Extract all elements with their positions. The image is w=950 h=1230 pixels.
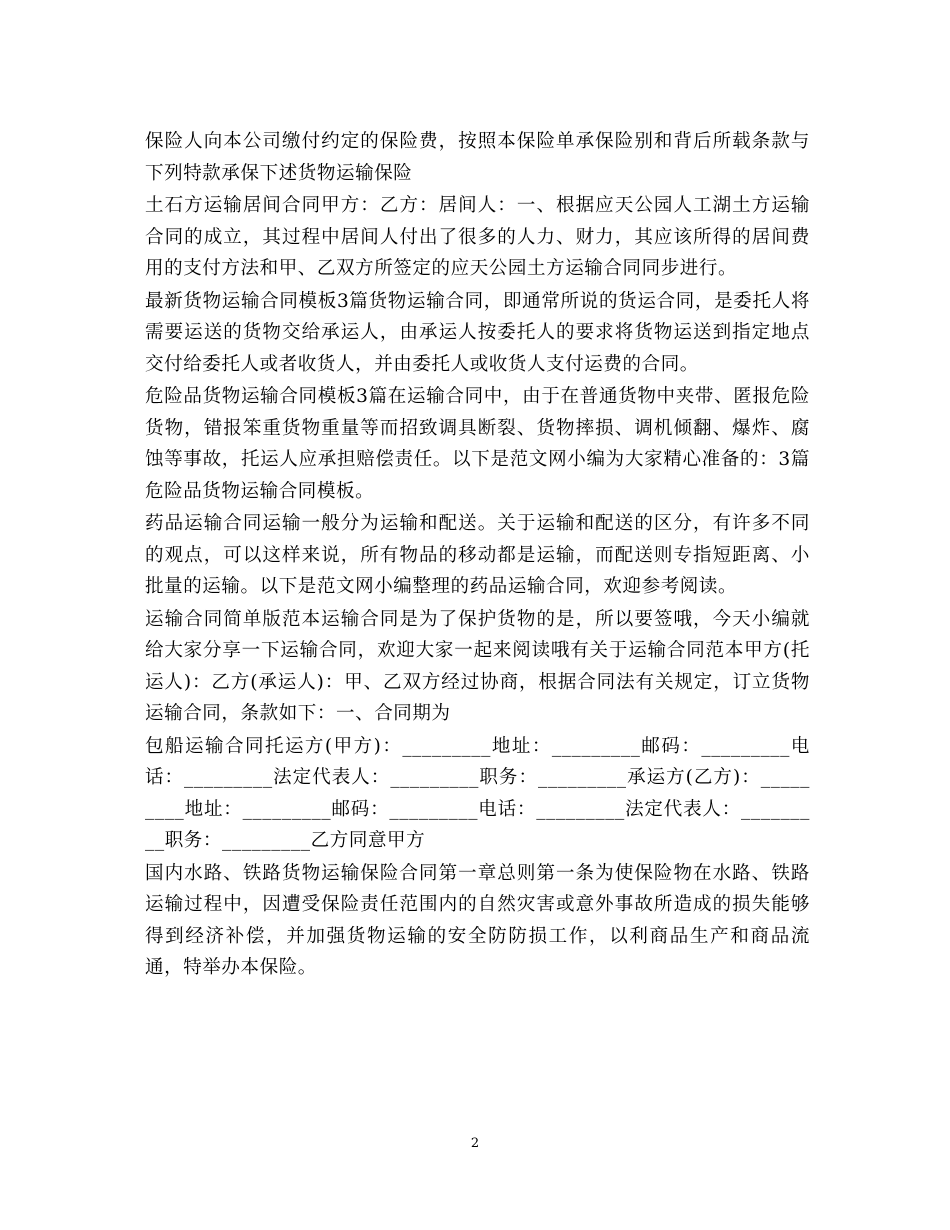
paragraph-simple-contract: 运输合同简单版范本运输合同是为了保护货物的是，所以要签哦，今天小编就给大家分享一下运输合同，欢迎大家一起来阅读哦有关于运输合同范本甲方(托运人)：乙方(承运人)：甲、乙双方经过协商，根据合同法有关规定，订立货物运输合同，条款如下：一、合同期为 [145, 608, 810, 724]
paragraph-drug-transport: 药品运输合同运输一般分为运输和配送。关于运输和配送的区分，有许多不同的观点，可以这样来说，所有物品的移动都是运输，而配送则专指短距离、小批量的运输。以下是范文网小编整理的药品运输合同，欢迎参考阅读。 [145, 513, 810, 597]
paragraph-domestic-insurance: 国内水路、铁路货物运输保险合同第一章总则第一条为使保险物在水路、铁路运输过程中，因遭受保险责任范围内的自然灾害或意外事故所造成的损失能够得到经济补偿，并加强货物运输的安全防防损工作，以利商品生产和商品流通，特举办本保险。 [145, 862, 810, 978]
paragraph-ship-charter: 包船运输合同托运方(甲方)：_________地址：_________邮码：_________电话：_________法定代表人：_________职务：_________承运方(乙方)：_________地址：_________邮码：_________电话：_________法定代表人：_________职务：_________乙方同意甲方 [145, 735, 810, 851]
paragraph-earthwork-brokerage: 土石方运输居间合同甲方：乙方：居间人：一、根据应天公园人工湖土方运输合同的成立，其过程中居间人付出了很多的人力、财力，其应该所得的居间费用的支付方法和甲、乙双方所签定的应天公园土方运输合同同步进行。 [145, 195, 810, 279]
page-number: 2 [470, 1136, 480, 1151]
paragraph-insurance-intro: 保险人向本公司缴付约定的保险费，按照本保险单承保险别和背后所载条款与下列特款承保下述货物运输保险 [145, 131, 810, 184]
paragraph-cargo-contract-template: 最新货物运输合同模板3篇货物运输合同，即通常所说的货运合同，是委托人将需要运送的货物交给承运人，由承运人按委托人的要求将货物运送到指定地点交付给委托人或者收货人，并由委托人或收货人支付运费的合同。 [145, 290, 810, 375]
paragraph-dangerous-goods: 危险品货物运输合同模板3篇在运输合同中，由于在普通货物中夹带、匿报危险货物，错报笨重货物重量等而招致调具断裂、货物摔损、调机倾翻、爆炸、腐蚀等事故，托运人应承担赔偿责任。以下是范文网小编为大家精心准备的：3篇危险品货物运输合同模板。 [145, 386, 810, 502]
document-body [145, 126, 810, 985]
